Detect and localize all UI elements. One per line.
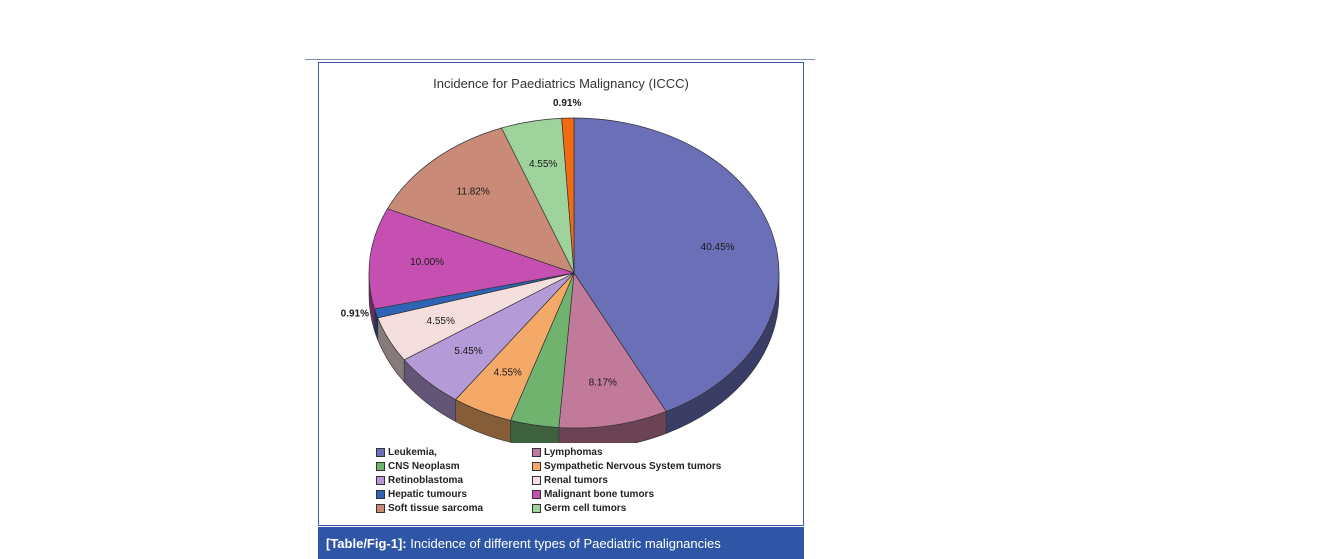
pie-data-label: 40.45% <box>700 242 735 254</box>
legend-swatch <box>376 490 385 499</box>
caption-label: [Table/Fig-1]: <box>326 536 407 551</box>
legend-item <box>532 473 782 487</box>
legend-swatch <box>532 448 541 457</box>
legend-swatch <box>532 462 541 471</box>
legend-label: Retinoblastoma <box>388 474 464 486</box>
chart-legend <box>376 445 796 515</box>
legend-item <box>532 487 782 501</box>
legend-swatch <box>532 476 541 485</box>
pie-data-label: 0.91% <box>340 308 370 320</box>
pie-data-label: 10.00% <box>410 257 445 269</box>
legend-swatch <box>376 504 385 513</box>
pie-data-label: 0.91% <box>552 98 582 110</box>
legend-item <box>532 459 782 473</box>
legend-item <box>376 445 532 459</box>
pie-data-label: 11.82% <box>456 186 490 198</box>
legend-label: Lymphomas <box>544 446 603 458</box>
legend-item <box>376 487 532 501</box>
pie-data-label: 4.55% <box>493 367 522 379</box>
legend-item <box>376 473 532 487</box>
legend-label: Soft tissue sarcoma <box>388 502 484 514</box>
legend-swatch <box>376 476 385 485</box>
legend-label: Leukemia, <box>388 446 437 458</box>
legend-item <box>376 459 532 473</box>
pie-data-label: 4.55% <box>528 158 558 170</box>
pie-data-label: 4.55% <box>426 315 455 327</box>
top-rule <box>305 59 815 60</box>
caption-text: Incidence of different types of Paediatric malignancies <box>406 536 721 551</box>
legend-swatch <box>376 462 385 471</box>
legend-label: CNS Neoplasm <box>388 460 460 472</box>
chart-title: Incidence for Paediatrics Malignancy (ICCC) <box>433 76 689 91</box>
legend-swatch <box>532 504 541 513</box>
legend-label: Germ cell tumors <box>544 502 627 514</box>
figure-caption <box>318 527 804 559</box>
legend-label: Sympathetic Nervous System tumors <box>544 460 722 472</box>
legend-label: Hepatic tumours <box>388 488 467 500</box>
legend-item <box>532 501 782 515</box>
legend-swatch <box>532 490 541 499</box>
pie-chart <box>319 63 803 443</box>
legend-swatch <box>376 448 385 457</box>
legend-label: Malignant bone tumors <box>544 488 654 500</box>
figure-box <box>318 62 804 526</box>
legend-item <box>376 501 532 515</box>
legend-item <box>532 445 782 459</box>
pie-data-label: 5.45% <box>454 346 483 358</box>
legend-label: Renal tumors <box>544 474 608 486</box>
pie-data-label: 8.17% <box>588 377 617 389</box>
